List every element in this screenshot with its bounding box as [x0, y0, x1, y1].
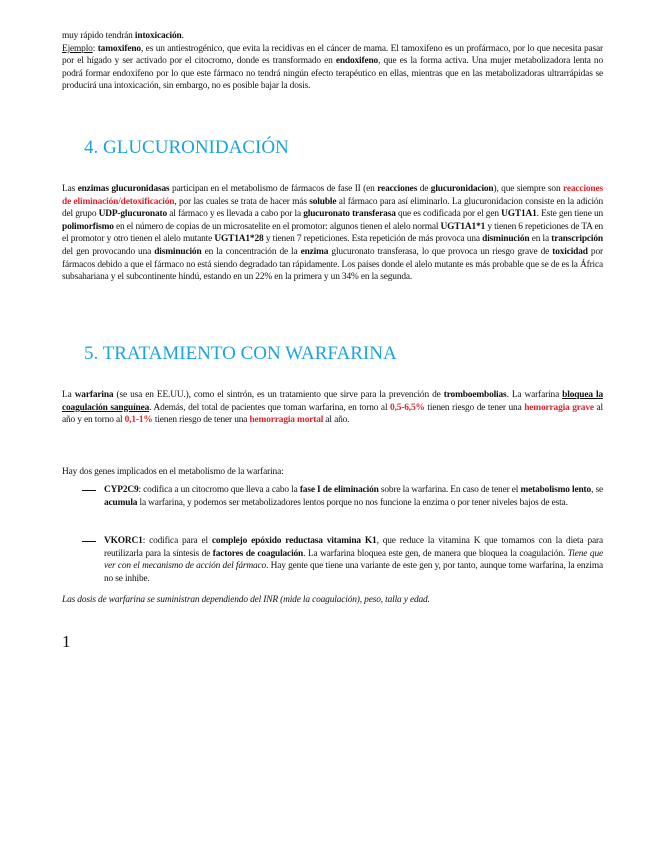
bullet-cyp2c9: CYP2C9: codifica a un citocromo que lleva a cabo la fase I de eliminación sobre la warfarina. En caso de tener el metabolismo lento, se acumula la warfarina, y podemos ser metabolizadores lentos porque no nos funcione la enzima o por tener niveles bajos de esta. — [104, 485, 603, 508]
bullet-dash — [82, 541, 96, 542]
dosage-note: Las dosis de warfarina se suministran dependiendo del INR (mide la coagulación), peso, talla y edad. — [62, 595, 430, 605]
section-5-heading: 5. TRATAMIENTO CON WARFARINA — [84, 343, 397, 364]
warfarin-paragraph: La warfarina (se usa en EE.UU.), como el sintrón, es un tratamiento que sirve para la prevención de tromboembolias. La warfarina bloquea la coagulación sanguínea. Además, del total de pacientes que toman warfarina, en torno al 0,5-6,5% tienen riesgo de tener una hemorragia grave al año y en torno al 0,1-1% tienen riesgo de tener una hemorragia mortal al año. — [62, 390, 603, 426]
intro-paragraph: muy rápido tendrán intoxicación. Ejemplo: tamoxifeno, es un antiestrogénico, que evita la recidivas en el cáncer de mama. El tamoxifeno es un profármaco, por lo que necesita pasar por el hígado y ser activado por el citocromo, donde es transformado en endoxifeno, que es la forma activa. Una mujer metabolizadora lenta no podrá formar endoxifeno por lo que este fármaco no tendrá ningún efecto terapéutico en ellas, mientras que en las metabolizadoras ultrarrápidas se producirá una intoxicación, sin embargo, no es posible bajar la dosis. — [62, 31, 604, 92]
bullet-dash — [82, 490, 96, 491]
glucuronidation-paragraph: Las enzimas glucuronidasas participan en el metabolismo de fármacos de fase II (en reacciones de glucuronidacion), que siempre son reacciones de eliminación/detoxificación, por las cuales se trata de hacer más soluble al fármaco para así eliminarlo. La glucuronidacion consiste en la adición del grupo UDP-glucuronato al fármaco y es llevada a cabo por la glucuronato transferasa que es codificada por el gen UGT1A1. Este gen tiene un polimorfismo en el número de copias de un microsatelite en el promotor: algunos tienen el alelo normal UGT1A1*1 y tienen 6 repeticiones de TA en el promotor y otro tienen el alelo mutante UGT1A1*28 y tienen 7 repeticiones. Esta repetición de más provoca una disminución en la transcripción del gen provocando una disminución en la concentración de la enzima glucuronato transferasa, lo que provoca un riesgo grave de toxicidad por fármacos debido a que el fármaco no está siendo degradado tan rápidamente. Los países donde el alelo mutante es más probable que se de es la África subsahariana y el subcontinente hindú, estando en un 22% en la primera y un 34% en la segunda. — [62, 184, 604, 283]
bullet-vkorc1: VKORC1: codifica para el complejo epóxido reductasa vitamina K1, que reduce la vitamina K que tomamos con la dieta para reutilizarla para la síntesis de factores de coagulación. La warfarina bloquea este gen, de manera que bloquea la coagulación. Tiene que ver con el mecanismo de acción del fármaco. Hay gente que tiene una variante de este gen y, por tanto, aunque tome warfarina, la enzima no se inhibe. — [104, 536, 603, 584]
section-4-heading: 4. GLUCURONIDACIÓN — [84, 137, 289, 158]
page-number: 1 — [62, 632, 71, 651]
genes-intro: Hay dos genes implicados en el metabolismo de la warfarina: — [62, 467, 284, 477]
